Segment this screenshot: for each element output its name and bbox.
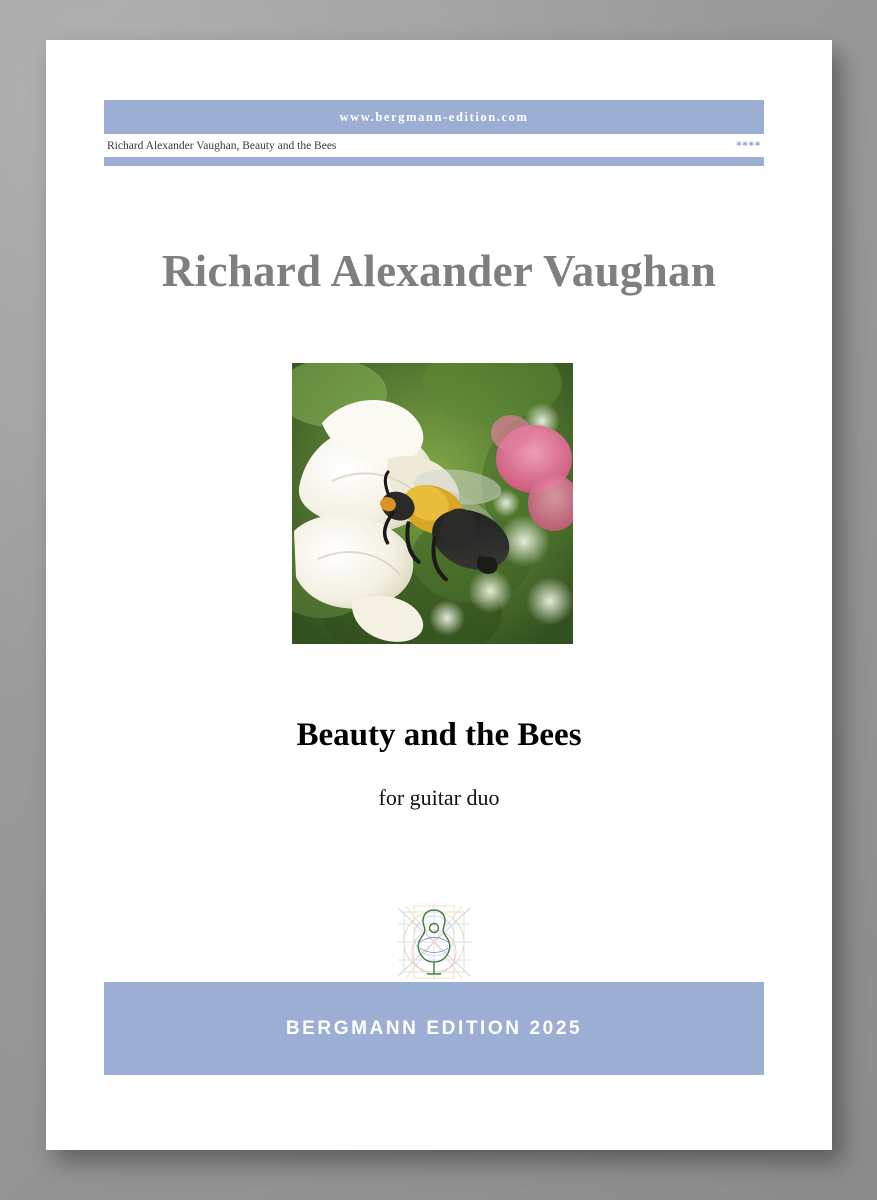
instrumentation-subtitle: for guitar duo [378, 785, 500, 810]
header-rule [104, 157, 764, 166]
website-url: www.bergmann-edition.com [339, 109, 529, 124]
breadcrumb-row [104, 134, 764, 157]
cover-photo [292, 363, 573, 644]
publisher-imprint: BERGMANN EDITION 2025 [285, 1017, 583, 1039]
breadcrumb: Richard Alexander Vaughan, Beauty and the Bees [107, 139, 337, 152]
bee-flower-illustration [292, 363, 573, 644]
document-page [46, 40, 832, 1150]
guitar-outline-icon [394, 902, 474, 982]
publisher-band [104, 982, 764, 1075]
composer-name: Richard Alexander Vaughan [161, 246, 717, 296]
rating-stars: **** [736, 139, 761, 152]
publisher-logo [394, 902, 474, 982]
page-title: Beauty and the Bees [296, 717, 582, 753]
website-band [104, 100, 764, 134]
page-header [104, 100, 764, 166]
